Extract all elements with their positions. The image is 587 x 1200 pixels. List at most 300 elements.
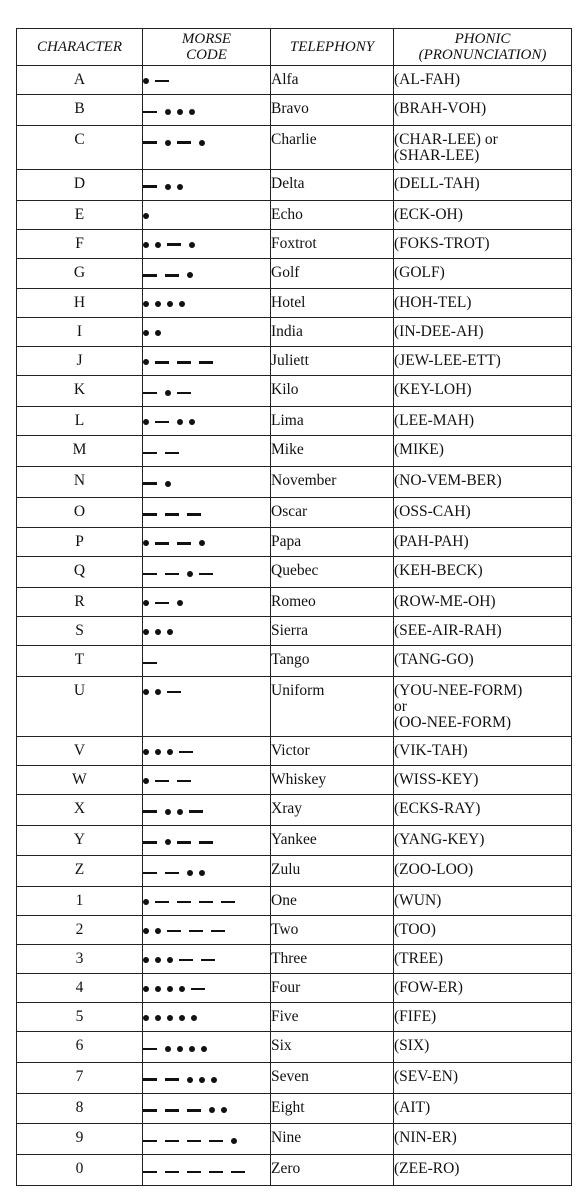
phonic-line: (LEE-MAH) [394, 412, 475, 429]
morse-dot [143, 359, 149, 365]
morse-code-cell [143, 200, 271, 229]
morse-code-cell [143, 125, 271, 169]
morse-dot [189, 419, 195, 425]
morse-code-symbols [143, 894, 243, 910]
morse-dot [143, 689, 149, 695]
morse-dot [165, 109, 171, 115]
morse-code-symbols [143, 445, 187, 461]
phonic-cell [394, 125, 572, 169]
morse-dash [199, 361, 213, 364]
phonic-line: (TANG-GO) [394, 651, 474, 668]
phonic-cell [394, 765, 572, 794]
telephony-cell: Xray [271, 794, 394, 825]
header-telephony [271, 29, 394, 66]
telephony-cell: Oscar [271, 497, 394, 528]
morse-dot [191, 1015, 197, 1021]
morse-dash [187, 1140, 201, 1143]
character-cell: Q [17, 557, 143, 588]
morse-code-symbols [143, 414, 201, 430]
morse-dot [143, 330, 149, 336]
character-cell: 3 [17, 945, 143, 974]
phonic-line: (DELL-TAH) [394, 174, 480, 192]
morse-code-cell [143, 466, 271, 497]
phonic-line: (IN-DEE-AH) [394, 323, 484, 341]
morse-code-symbols [143, 566, 221, 582]
morse-code-cell [143, 95, 271, 126]
morse-code-cell [143, 916, 271, 945]
table-row [17, 794, 572, 825]
character-cell: V [17, 736, 143, 765]
table-row [17, 1062, 572, 1093]
morse-code-cell [143, 856, 271, 887]
morse-code-cell [143, 974, 271, 1003]
morse-dot [155, 330, 161, 336]
morse-code-symbols [143, 208, 155, 224]
morse-dash [143, 392, 157, 395]
character-cell: 1 [17, 887, 143, 916]
morse-dash [143, 513, 157, 516]
morse-dot [155, 957, 161, 963]
morse-code-cell [143, 258, 271, 289]
morse-dot [231, 1138, 237, 1144]
morse-dot [167, 301, 173, 307]
phonic-cell [394, 347, 572, 376]
morse-dash [189, 930, 203, 933]
morse-dot [199, 140, 205, 146]
telephony-cell: Foxtrot [271, 229, 394, 258]
morse-dot [155, 1015, 161, 1021]
telephony-cell: Four [271, 974, 394, 1003]
phonic-cell [394, 676, 572, 736]
morse-dash [167, 930, 181, 933]
telephony-cell: One [271, 887, 394, 916]
morse-code-symbols [143, 744, 201, 760]
phonic-cell [394, 646, 572, 677]
phonic-line: (HOH-TEL) [394, 294, 472, 312]
character-cell: O [17, 497, 143, 528]
morse-code-cell [143, 617, 271, 646]
header-morse-line-2: CODE [186, 47, 227, 63]
phonic-cell [394, 289, 572, 318]
telephony-cell: Nine [271, 1124, 394, 1155]
phonic-line: (JEW-LEE-ETT) [394, 352, 501, 370]
morse-dash [177, 542, 191, 545]
phonic-cell [394, 856, 572, 887]
telephony-cell: Seven [271, 1062, 394, 1093]
telephony-cell: Juliett [271, 347, 394, 376]
telephony-cell: Yankee [271, 825, 394, 856]
morse-dash [209, 1140, 223, 1143]
morse-dot [143, 242, 149, 248]
morse-dash [155, 602, 169, 605]
phonic-line: (VIK-TAH) [394, 741, 468, 759]
phonic-line: (FOKS-TROT) [394, 234, 490, 252]
morse-dash [165, 274, 179, 277]
morse-code-cell [143, 347, 271, 376]
phonic-cell [394, 825, 572, 856]
morse-dot [199, 870, 205, 876]
morse-dot [167, 986, 173, 992]
phonic-cell [394, 200, 572, 229]
table-row [17, 95, 572, 126]
morse-dot [177, 1046, 183, 1052]
telephony-cell: Two [271, 916, 394, 945]
morse-code-cell [143, 736, 271, 765]
morse-dot [143, 540, 149, 546]
phonic-cell [394, 436, 572, 467]
morse-code-cell [143, 66, 271, 95]
morse-dash [143, 482, 157, 485]
morse-dot [177, 184, 183, 190]
telephony-cell: Golf [271, 258, 394, 289]
morse-code-cell [143, 588, 271, 617]
character-cell: E [17, 200, 143, 229]
morse-dash [155, 421, 169, 424]
morse-code-symbols [143, 952, 223, 968]
phonic-cell [394, 1032, 572, 1063]
character-cell: U [17, 676, 143, 736]
morse-dash [143, 841, 157, 844]
header-telephony-label: TELEPHONY [289, 39, 375, 55]
morse-dot [167, 1015, 173, 1021]
morse-dash [177, 780, 191, 783]
morse-code-symbols [143, 773, 199, 789]
phonic-line: (AL-FAH) [394, 71, 461, 88]
table-row [17, 1093, 572, 1124]
morse-code-cell [143, 407, 271, 436]
morse-dash [165, 1171, 179, 1174]
table-row [17, 407, 572, 436]
morse-code-symbols [143, 655, 165, 671]
table-row [17, 1124, 572, 1155]
phonic-cell [394, 169, 572, 200]
phonic-line: (MIKE) [394, 441, 444, 458]
phonic-cell [394, 1003, 572, 1032]
morse-dot [155, 986, 161, 992]
character-cell: B [17, 95, 143, 126]
table-row [17, 436, 572, 467]
morse-dash [143, 1078, 157, 1081]
morse-code-symbols [143, 73, 177, 89]
morse-dot [143, 629, 149, 635]
morse-dot [143, 957, 149, 963]
morse-dot [143, 749, 149, 755]
morse-dash [189, 810, 203, 813]
character-cell: S [17, 617, 143, 646]
phonic-line: (GOLF) [394, 263, 445, 281]
phonic-cell [394, 916, 572, 945]
morse-code-symbols [143, 354, 221, 370]
table-row [17, 229, 572, 258]
telephony-cell: Alfa [271, 66, 394, 95]
morse-code-symbols [143, 296, 191, 312]
telephony-cell: Zulu [271, 856, 394, 887]
table-row [17, 258, 572, 289]
telephony-cell: Bravo [271, 95, 394, 126]
morse-dash [155, 780, 169, 783]
table-row [17, 887, 572, 916]
telephony-cell: November [271, 466, 394, 497]
table-row [17, 466, 572, 497]
morse-dash [167, 691, 181, 694]
morse-code-symbols [143, 923, 233, 939]
header-phonic-line-2: (PRONUNCIATION) [418, 47, 547, 63]
phonic-line: (OO-NEE-FORM) [394, 713, 512, 731]
morse-code-symbols [143, 535, 211, 551]
morse-dash [199, 841, 213, 844]
morse-code-cell [143, 1062, 271, 1093]
telephony-cell: Eight [271, 1093, 394, 1124]
phonic-cell [394, 736, 572, 765]
morse-code-cell [143, 436, 271, 467]
phonic-line: (SIX) [394, 1037, 430, 1054]
character-cell: F [17, 229, 143, 258]
phonic-line: (ECKS-RAY) [394, 799, 481, 817]
telephony-cell: Tango [271, 646, 394, 677]
morse-dot [165, 140, 171, 146]
phonic-cell [394, 794, 572, 825]
table-row [17, 974, 572, 1003]
morse-code-cell [143, 289, 271, 318]
phonic-cell [394, 95, 572, 126]
morse-dot [143, 778, 149, 784]
phonic-cell [394, 466, 572, 497]
phonic-line: (WISS-KEY) [394, 770, 479, 788]
phonic-line: (ECK-OH) [394, 205, 463, 223]
phonic-line: (KEH-BECK) [394, 562, 483, 580]
morse-code-cell [143, 1093, 271, 1124]
morse-dash [165, 513, 179, 516]
telephony-cell: Sierra [271, 617, 394, 646]
table-row [17, 497, 572, 528]
header-phonic-line-1: PHONIC [454, 31, 511, 47]
morse-code-symbols [143, 1072, 223, 1088]
morse-code-symbols [143, 804, 211, 820]
phonic-line: (SEV-EN) [394, 1067, 459, 1085]
telephony-cell: Lima [271, 407, 394, 436]
morse-dot [187, 870, 193, 876]
telephony-cell: Uniform [271, 676, 394, 736]
morse-code-cell [143, 1124, 271, 1155]
header-phonic [394, 29, 572, 66]
morse-dot [177, 809, 183, 815]
character-cell: T [17, 646, 143, 677]
table-row [17, 1032, 572, 1063]
table-row [17, 588, 572, 617]
morse-dash [199, 901, 213, 904]
header-character [17, 29, 143, 66]
phonic-line: (NIN-ER) [394, 1129, 457, 1147]
morse-code-symbols [143, 1041, 213, 1057]
morse-dot [167, 957, 173, 963]
morse-dot [143, 301, 149, 307]
telephony-cell: Victor [271, 736, 394, 765]
phonic-line: (NO-VEM-BER) [394, 471, 502, 489]
morse-dot [199, 540, 205, 546]
table-row [17, 736, 572, 765]
phonic-cell [394, 1155, 572, 1186]
morse-dot [143, 928, 149, 934]
morse-dash [143, 185, 157, 188]
character-cell: M [17, 436, 143, 467]
morse-dash [221, 901, 235, 904]
table-row [17, 646, 572, 677]
morse-code-cell [143, 945, 271, 974]
morse-code-cell [143, 676, 271, 736]
telephony-cell: Papa [271, 528, 394, 557]
telephony-cell: India [271, 318, 394, 347]
character-cell: 7 [17, 1062, 143, 1093]
morse-code-symbols [143, 135, 211, 151]
character-cell: Y [17, 825, 143, 856]
telephony-cell: Echo [271, 200, 394, 229]
morse-dot [165, 184, 171, 190]
morse-code-cell [143, 1003, 271, 1032]
phonic-line: (SHAR-LEE) [394, 146, 480, 164]
morse-code-symbols [143, 267, 199, 283]
morse-code-symbols [143, 476, 177, 492]
morse-dot [143, 419, 149, 425]
table-row [17, 200, 572, 229]
morse-dash [209, 1171, 223, 1174]
phonic-cell [394, 229, 572, 258]
morse-code-symbols [143, 834, 221, 850]
table-row [17, 1155, 572, 1186]
morse-dash [155, 361, 169, 364]
header-character-label: CHARACTER [37, 39, 122, 55]
morse-dot [165, 839, 171, 845]
morse-dot [179, 1015, 185, 1021]
morse-code-symbols [143, 595, 189, 611]
morse-dot [167, 749, 173, 755]
morse-code-cell [143, 646, 271, 677]
morse-dash [179, 751, 193, 754]
morse-dot [177, 600, 183, 606]
morse-dash [143, 274, 157, 277]
morse-code-symbols [143, 385, 199, 401]
morse-dot [165, 1046, 171, 1052]
morse-dot [221, 1107, 227, 1113]
character-cell: 5 [17, 1003, 143, 1032]
telephony-cell: Zero [271, 1155, 394, 1186]
morse-dash [143, 1048, 157, 1051]
phonic-cell [394, 318, 572, 347]
morse-dash [199, 573, 213, 576]
phonic-cell [394, 557, 572, 588]
telephony-cell: Whiskey [271, 765, 394, 794]
morse-dash [155, 542, 169, 545]
morse-dash [177, 392, 191, 395]
telephony-cell: Five [271, 1003, 394, 1032]
phonic-line: (ROW-ME-OH) [394, 593, 496, 610]
character-cell: I [17, 318, 143, 347]
morse-dot [189, 242, 195, 248]
morse-dash [143, 662, 157, 665]
morse-code-cell [143, 1155, 271, 1186]
character-cell: L [17, 407, 143, 436]
phonic-cell [394, 1062, 572, 1093]
morse-dash [165, 872, 179, 875]
morse-dash [177, 901, 191, 904]
character-cell: 2 [17, 916, 143, 945]
morse-dot [187, 272, 193, 278]
morse-dash [155, 901, 169, 904]
morse-dot [211, 1077, 217, 1083]
morse-dash [165, 1140, 179, 1143]
morse-code-cell [143, 497, 271, 528]
phonic-line: (YANG-KEY) [394, 830, 485, 848]
morse-dot [201, 1046, 207, 1052]
phonic-line: (WUN) [394, 892, 442, 909]
character-cell: 8 [17, 1093, 143, 1124]
morse-dot [155, 689, 161, 695]
phonic-line: (TREE) [394, 950, 444, 967]
phonic-line: or [394, 697, 407, 715]
telephony-cell: Romeo [271, 588, 394, 617]
morse-dash [187, 513, 201, 516]
phonic-cell [394, 1093, 572, 1124]
telephony-cell: Three [271, 945, 394, 974]
morse-dot [179, 301, 185, 307]
telephony-cell: Delta [271, 169, 394, 200]
morse-dash [177, 841, 191, 844]
morse-code-symbols [143, 1164, 253, 1180]
morse-code-symbols [143, 981, 213, 997]
morse-code-cell [143, 825, 271, 856]
table-row [17, 765, 572, 794]
morse-code-cell [143, 318, 271, 347]
character-cell: P [17, 528, 143, 557]
phonic-cell [394, 617, 572, 646]
character-cell: N [17, 466, 143, 497]
phonic-line: (KEY-LOH) [394, 381, 472, 399]
phonic-cell [394, 258, 572, 289]
phonic-line: (ZEE-RO) [394, 1160, 460, 1177]
morse-dot [155, 928, 161, 934]
morse-code-cell [143, 557, 271, 588]
phonic-line: (PAH-PAH) [394, 533, 469, 551]
morse-dash [187, 1171, 201, 1174]
character-cell: Z [17, 856, 143, 887]
character-cell: H [17, 289, 143, 318]
phonic-line: (AIT) [394, 1098, 431, 1116]
morse-dot [199, 1077, 205, 1083]
morse-dot [209, 1107, 215, 1113]
morse-code-cell [143, 887, 271, 916]
morse-dash [177, 141, 191, 144]
phonic-line: (SEE-AIR-RAH) [394, 622, 502, 639]
telephony-cell: Kilo [271, 376, 394, 407]
morse-dash [143, 1171, 157, 1174]
character-cell: D [17, 169, 143, 200]
table-body [17, 66, 572, 1186]
morse-code-symbols [143, 179, 189, 195]
telephony-cell: Hotel [271, 289, 394, 318]
table-row [17, 676, 572, 736]
morse-dot [155, 242, 161, 248]
morse-dash [191, 988, 205, 991]
morse-dot [143, 78, 149, 84]
phonic-line: (CHAR-LEE) or [394, 130, 498, 148]
table-row [17, 1003, 572, 1032]
morse-code-cell [143, 169, 271, 200]
morse-dash [165, 573, 179, 576]
table-row [17, 66, 572, 95]
morse-dash [143, 452, 157, 455]
table-row [17, 169, 572, 200]
morse-dash [231, 1171, 245, 1174]
morse-dash [179, 959, 193, 962]
